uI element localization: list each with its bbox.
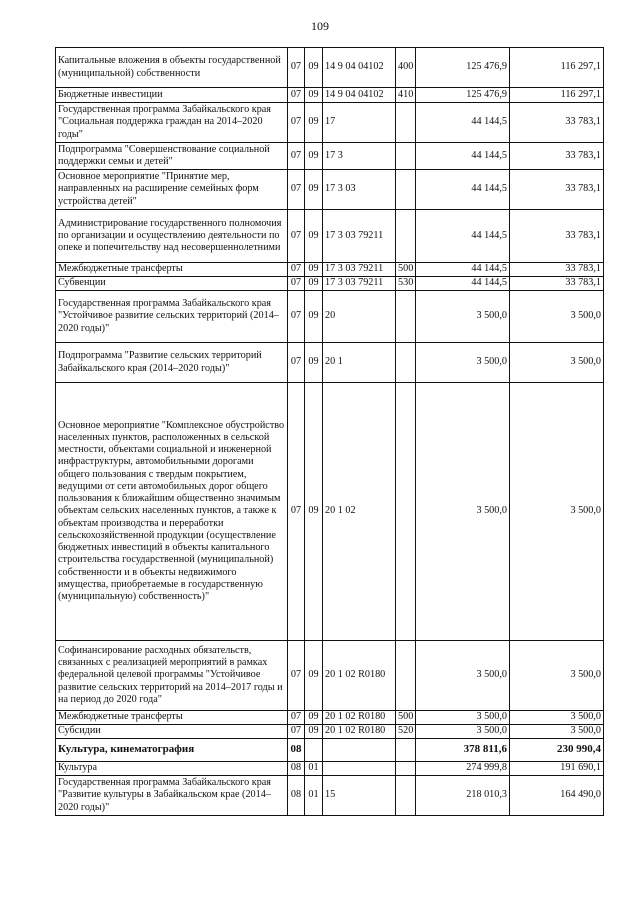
row-section: 07 xyxy=(288,210,305,263)
row-amount-2: 33 783,1 xyxy=(510,143,604,170)
table-row xyxy=(56,383,604,641)
row-amount-1: 44 144,5 xyxy=(416,210,510,263)
row-target-code: 17 3 03 xyxy=(323,170,396,210)
row-section: 07 xyxy=(288,343,305,383)
row-subsection: 09 xyxy=(305,343,323,383)
row-amount-1: 3 500,0 xyxy=(416,641,510,711)
row-subsection xyxy=(305,739,323,762)
row-subsection: 09 xyxy=(305,143,323,170)
row-expense-type: 530 xyxy=(396,277,416,291)
row-name: Подпрограмма "Совершенствование социальной поддержки семьи и детей" xyxy=(56,143,288,170)
row-amount-1: 3 500,0 xyxy=(416,343,510,383)
row-expense-type xyxy=(396,776,416,816)
row-target-code: 20 1 02 R0180 xyxy=(323,641,396,711)
row-amount-1: 125 476,9 xyxy=(416,88,510,103)
row-amount-2: 33 783,1 xyxy=(510,277,604,291)
row-section: 07 xyxy=(288,711,305,725)
row-section: 07 xyxy=(288,383,305,641)
row-amount-2: 191 690,1 xyxy=(510,762,604,776)
row-amount-2: 116 297,1 xyxy=(510,48,604,88)
row-amount-2: 164 490,0 xyxy=(510,776,604,816)
row-target-code: 20 1 xyxy=(323,343,396,383)
row-amount-1: 378 811,6 xyxy=(416,739,510,762)
row-name: Государственная программа Забайкальского края "Социальная поддержка граждан на 2014–2020 годы" xyxy=(56,103,288,143)
row-amount-2: 3 500,0 xyxy=(510,711,604,725)
table-row xyxy=(56,762,604,776)
row-section: 07 xyxy=(288,103,305,143)
row-subsection: 09 xyxy=(305,383,323,641)
row-amount-2: 33 783,1 xyxy=(510,170,604,210)
row-name: Бюджетные инвестиции xyxy=(56,88,288,103)
row-target-code: 20 1 02 xyxy=(323,383,396,641)
row-expense-type: 500 xyxy=(396,711,416,725)
row-section: 07 xyxy=(288,291,305,343)
row-amount-2: 3 500,0 xyxy=(510,343,604,383)
row-expense-type xyxy=(396,170,416,210)
row-name: Основное мероприятие "Комплексное обустройство населенных пунктов, расположенных в сельской местности, объектами социальной и инженерной инфраструктуры, автомобильными дорогами общего пользования с твердым покрытием, ведущими от сети автомобильных дорог общего пользования к ближайшим общественно значимым объектам сельских населенных пунктов, а также к объектам производства и переработки сельскохозяйственной продукции (осуществление бюджетных инвестиций в объекты капитального строительства государственной (муниципальной) собственности и в объекты недвижимого имущества, приобретаемые в государственную (муниципальную) собственность)" xyxy=(56,383,288,641)
row-target-code: 17 3 xyxy=(323,143,396,170)
row-amount-1: 44 144,5 xyxy=(416,170,510,210)
row-section: 07 xyxy=(288,641,305,711)
table-row xyxy=(56,725,604,739)
row-subsection: 09 xyxy=(305,210,323,263)
table-row xyxy=(56,343,604,383)
row-section: 07 xyxy=(288,725,305,739)
row-subsection: 01 xyxy=(305,776,323,816)
row-target-code: 20 1 02 R0180 xyxy=(323,711,396,725)
row-expense-type: 410 xyxy=(396,88,416,103)
row-name: Субсидии xyxy=(56,725,288,739)
row-name: Субвенции xyxy=(56,277,288,291)
row-amount-1: 3 500,0 xyxy=(416,383,510,641)
row-expense-type xyxy=(396,739,416,762)
row-expense-type xyxy=(396,210,416,263)
row-section: 07 xyxy=(288,48,305,88)
row-section: 07 xyxy=(288,277,305,291)
row-target-code: 17 3 03 79211 xyxy=(323,210,396,263)
row-section: 07 xyxy=(288,263,305,277)
row-name: Культура xyxy=(56,762,288,776)
table-row xyxy=(56,277,604,291)
row-target-code xyxy=(323,739,396,762)
budget-table xyxy=(55,47,604,816)
row-subsection: 09 xyxy=(305,263,323,277)
row-target-code: 20 1 02 R0180 xyxy=(323,725,396,739)
row-name: Межбюджетные трансферты xyxy=(56,711,288,725)
row-amount-1: 218 010,3 xyxy=(416,776,510,816)
row-amount-1: 3 500,0 xyxy=(416,291,510,343)
row-target-code: 17 3 03 79211 xyxy=(323,263,396,277)
table-row xyxy=(56,143,604,170)
table-row xyxy=(56,263,604,277)
row-section: 08 xyxy=(288,776,305,816)
row-amount-2: 3 500,0 xyxy=(510,725,604,739)
row-expense-type: 520 xyxy=(396,725,416,739)
row-target-code: 14 9 04 04102 xyxy=(323,48,396,88)
row-amount-2: 33 783,1 xyxy=(510,210,604,263)
table-row xyxy=(56,739,604,762)
row-section: 07 xyxy=(288,143,305,170)
row-expense-type xyxy=(396,383,416,641)
row-expense-type xyxy=(396,343,416,383)
table-row xyxy=(56,711,604,725)
row-expense-type xyxy=(396,291,416,343)
row-name: Основное мероприятие "Принятие мер, направленных на расширение семейных форм устройства детей" xyxy=(56,170,288,210)
row-amount-1: 44 144,5 xyxy=(416,143,510,170)
row-name: Администрирование государственного полномочия по организации и осуществлению деятельности по опеке и попечительству над несовершеннолетними xyxy=(56,210,288,263)
row-subsection: 09 xyxy=(305,725,323,739)
table-row xyxy=(56,48,604,88)
row-amount-2: 116 297,1 xyxy=(510,88,604,103)
table-row xyxy=(56,641,604,711)
row-subsection: 09 xyxy=(305,291,323,343)
row-amount-1: 125 476,9 xyxy=(416,48,510,88)
row-section: 07 xyxy=(288,170,305,210)
row-amount-1: 3 500,0 xyxy=(416,725,510,739)
row-section: 08 xyxy=(288,739,305,762)
row-section: 07 xyxy=(288,88,305,103)
row-subsection: 09 xyxy=(305,277,323,291)
page-number: 109 xyxy=(311,19,329,33)
table-row xyxy=(56,776,604,816)
row-expense-type xyxy=(396,143,416,170)
row-subsection: 09 xyxy=(305,88,323,103)
row-amount-2: 230 990,4 xyxy=(510,739,604,762)
row-name: Государственная программа Забайкальского края "Устойчивое развитие сельских территорий (2014–2020 годы)" xyxy=(56,291,288,343)
row-amount-1: 44 144,5 xyxy=(416,263,510,277)
row-name: Капитальные вложения в объекты государственной (муниципальной) собственности xyxy=(56,48,288,88)
row-target-code xyxy=(323,762,396,776)
row-name: Подпрограмма "Развитие сельских территорий Забайкальского края (2014–2020 годы)" xyxy=(56,343,288,383)
row-amount-2: 3 500,0 xyxy=(510,291,604,343)
row-name: Культура, кинематография xyxy=(56,739,288,762)
row-expense-type: 400 xyxy=(396,48,416,88)
row-subsection: 09 xyxy=(305,48,323,88)
row-amount-2: 33 783,1 xyxy=(510,103,604,143)
table-row xyxy=(56,88,604,103)
row-expense-type xyxy=(396,762,416,776)
row-section: 08 xyxy=(288,762,305,776)
row-expense-type xyxy=(396,641,416,711)
row-name: Софинансирование расходных обязательств, связанных с реализацией мероприятий в рамках федеральной целевой программы "Устойчивое развитие сельских территорий на 2014–2017 годы и на период до 2020 года" xyxy=(56,641,288,711)
row-amount-1: 3 500,0 xyxy=(416,711,510,725)
table-row xyxy=(56,170,604,210)
row-amount-1: 44 144,5 xyxy=(416,103,510,143)
table-row xyxy=(56,291,604,343)
table-row xyxy=(56,103,604,143)
row-target-code: 17 3 03 79211 xyxy=(323,277,396,291)
row-amount-1: 274 999,8 xyxy=(416,762,510,776)
row-amount-2: 3 500,0 xyxy=(510,641,604,711)
row-subsection: 09 xyxy=(305,641,323,711)
row-target-code: 17 xyxy=(323,103,396,143)
row-name: Межбюджетные трансферты xyxy=(56,263,288,277)
row-subsection: 09 xyxy=(305,170,323,210)
row-expense-type xyxy=(396,103,416,143)
row-expense-type: 500 xyxy=(396,263,416,277)
row-amount-2: 3 500,0 xyxy=(510,383,604,641)
row-amount-2: 33 783,1 xyxy=(510,263,604,277)
row-target-code: 20 xyxy=(323,291,396,343)
row-target-code: 15 xyxy=(323,776,396,816)
row-target-code: 14 9 04 04102 xyxy=(323,88,396,103)
row-amount-1: 44 144,5 xyxy=(416,277,510,291)
row-name: Государственная программа Забайкальского края "Развитие культуры в Забайкальском крае (2014–2020 годы)" xyxy=(56,776,288,816)
row-subsection: 01 xyxy=(305,762,323,776)
table-row xyxy=(56,210,604,263)
row-subsection: 09 xyxy=(305,103,323,143)
row-subsection: 09 xyxy=(305,711,323,725)
